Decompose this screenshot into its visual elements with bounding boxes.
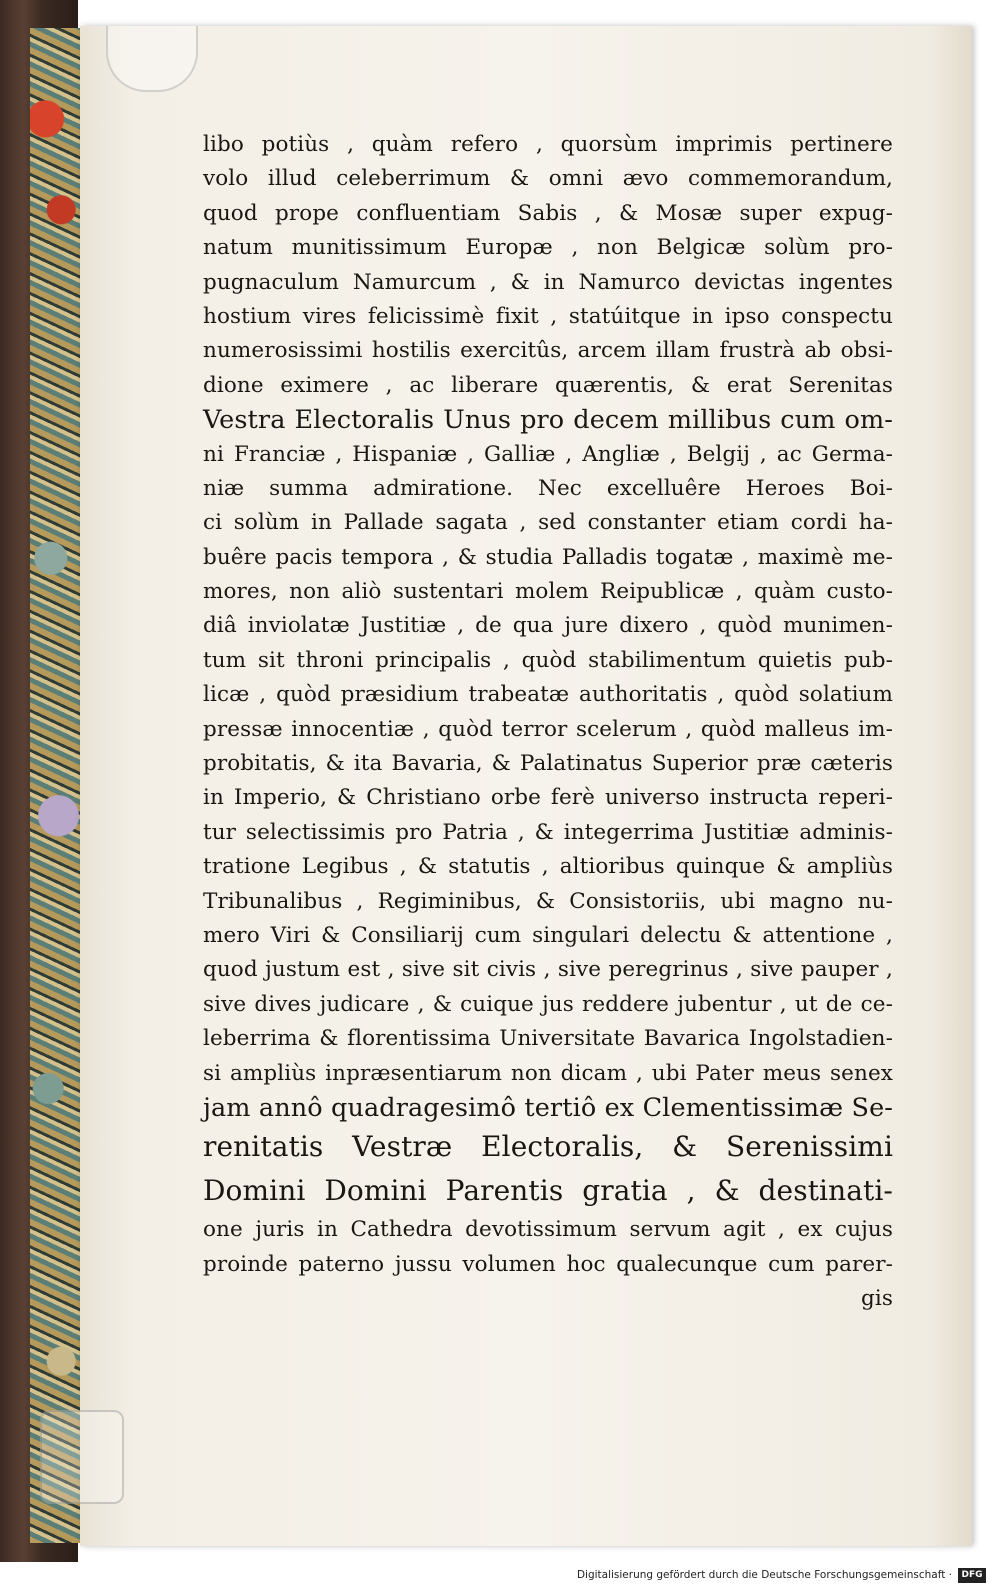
text-line: renitatis Vestræ Electoralis, & Serenissimi [203, 1130, 893, 1164]
text-line: niæ summa admiratione. Nec excelluêre Heroes Boi- [203, 475, 893, 501]
marbled-endpaper [30, 28, 82, 1543]
text-line: pugnaculum Namurcum , & in Namurco devictas ingentes [203, 269, 893, 295]
text-line: proinde paterno jussu volumen hoc qualecunque cum parer- [203, 1251, 893, 1277]
text-line: si ampliùs inpræsentiarum non dicam , ubi Pater meus senex [203, 1060, 893, 1086]
text-line: diâ inviolatæ Justitiæ , de qua jure dixero , quòd munimen- [203, 613, 893, 639]
text-line: buêre pacis tempora , & studia Palladis togatæ , maximè me- [203, 544, 893, 570]
text-line: one juris in Cathedra devotissimum servum agit , ex cujus [203, 1217, 893, 1243]
footer-credit: Digitalisierung gefördert durch die Deutsche Forschungsgemeinschaft · [576, 1569, 952, 1581]
text-line: tratione Legibus , & statutis , altioribus quinque & ampliùs [203, 854, 893, 880]
text-line: tum sit throni principalis , quòd stabilimentum quietis pub- [203, 647, 893, 673]
text-line: licæ , quòd præsidium trabeatæ authoritatis , quòd solatium [203, 682, 893, 708]
text-line: Vestra Electoralis Unus pro decem millibus cum om- [203, 405, 893, 436]
text-line: quod prope confluentiam Sabis , & Mosæ super expug- [203, 200, 893, 226]
page-clip-top [106, 26, 198, 92]
text-line: sive dives judicare , & cuique jus reddere jubentur , ut de ce- [203, 991, 893, 1017]
text-line: Domini Domini Parentis gratia , & destinati- [203, 1174, 893, 1208]
text-line: numerosissimi hostilis exercitûs, arcem illam frustrà ab obsi- [203, 338, 893, 364]
catchword: gis [861, 1286, 893, 1312]
text-line: pressæ innocentiæ , quòd terror scelerum , quòd malleus im- [203, 716, 893, 742]
text-line: Tribunalibus , Regiminibus, & Consistoriis, ubi magno nu- [203, 888, 893, 914]
text-line: jam annô quadragesimô tertiô ex Clementissimæ Se- [203, 1092, 893, 1123]
text-line: leberrima & florentissima Universitate Bavarica Ingolstadien- [203, 1026, 893, 1052]
page-clip-bottom [40, 1410, 124, 1504]
text-line: libo potiùs , quàm refero , quorsùm imprimis pertinere [203, 132, 893, 157]
footer-bar [0, 1562, 1000, 1592]
text-line: in Imperio, & Christiano orbe ferè universo instructa reperi- [203, 785, 893, 811]
text-line: quod justum est , sive sit civis , sive peregrinus , sive pauper , [203, 957, 893, 983]
text-line: volo illud celeberrimum & omni ævo commemorandum, [203, 166, 893, 192]
text-line: mores, non aliò sustentari molem Reipublicæ , quàm custo- [203, 579, 893, 605]
dfg-logo: DFG [958, 1568, 986, 1583]
text-line: natum munitissimum Europæ , non Belgicæ solùm pro- [203, 235, 893, 261]
text-line: tur selectissimis pro Patria , & integerrima Justitiæ adminis- [203, 819, 893, 845]
text-line: probitatis, & ita Bavaria, & Palatinatus Superior præ cæteris [203, 751, 893, 777]
text-line: dione eximere , ac liberare quærentis, & erat Serenitas [203, 372, 893, 398]
text-line: mero Viri & Consiliarij cum singulari delectu & attentione , [203, 922, 893, 948]
text-line: hostium vires felicissimè fixit , statúitque in ipso conspectu [203, 303, 893, 329]
text-line: ni Franciæ , Hispaniæ , Galliæ , Angliæ , Belgij , ac Germa- [203, 441, 893, 467]
text-line: ci solùm in Pallade sagata , sed constanter etiam cordi ha- [203, 510, 893, 536]
page-text [203, 128, 893, 1317]
